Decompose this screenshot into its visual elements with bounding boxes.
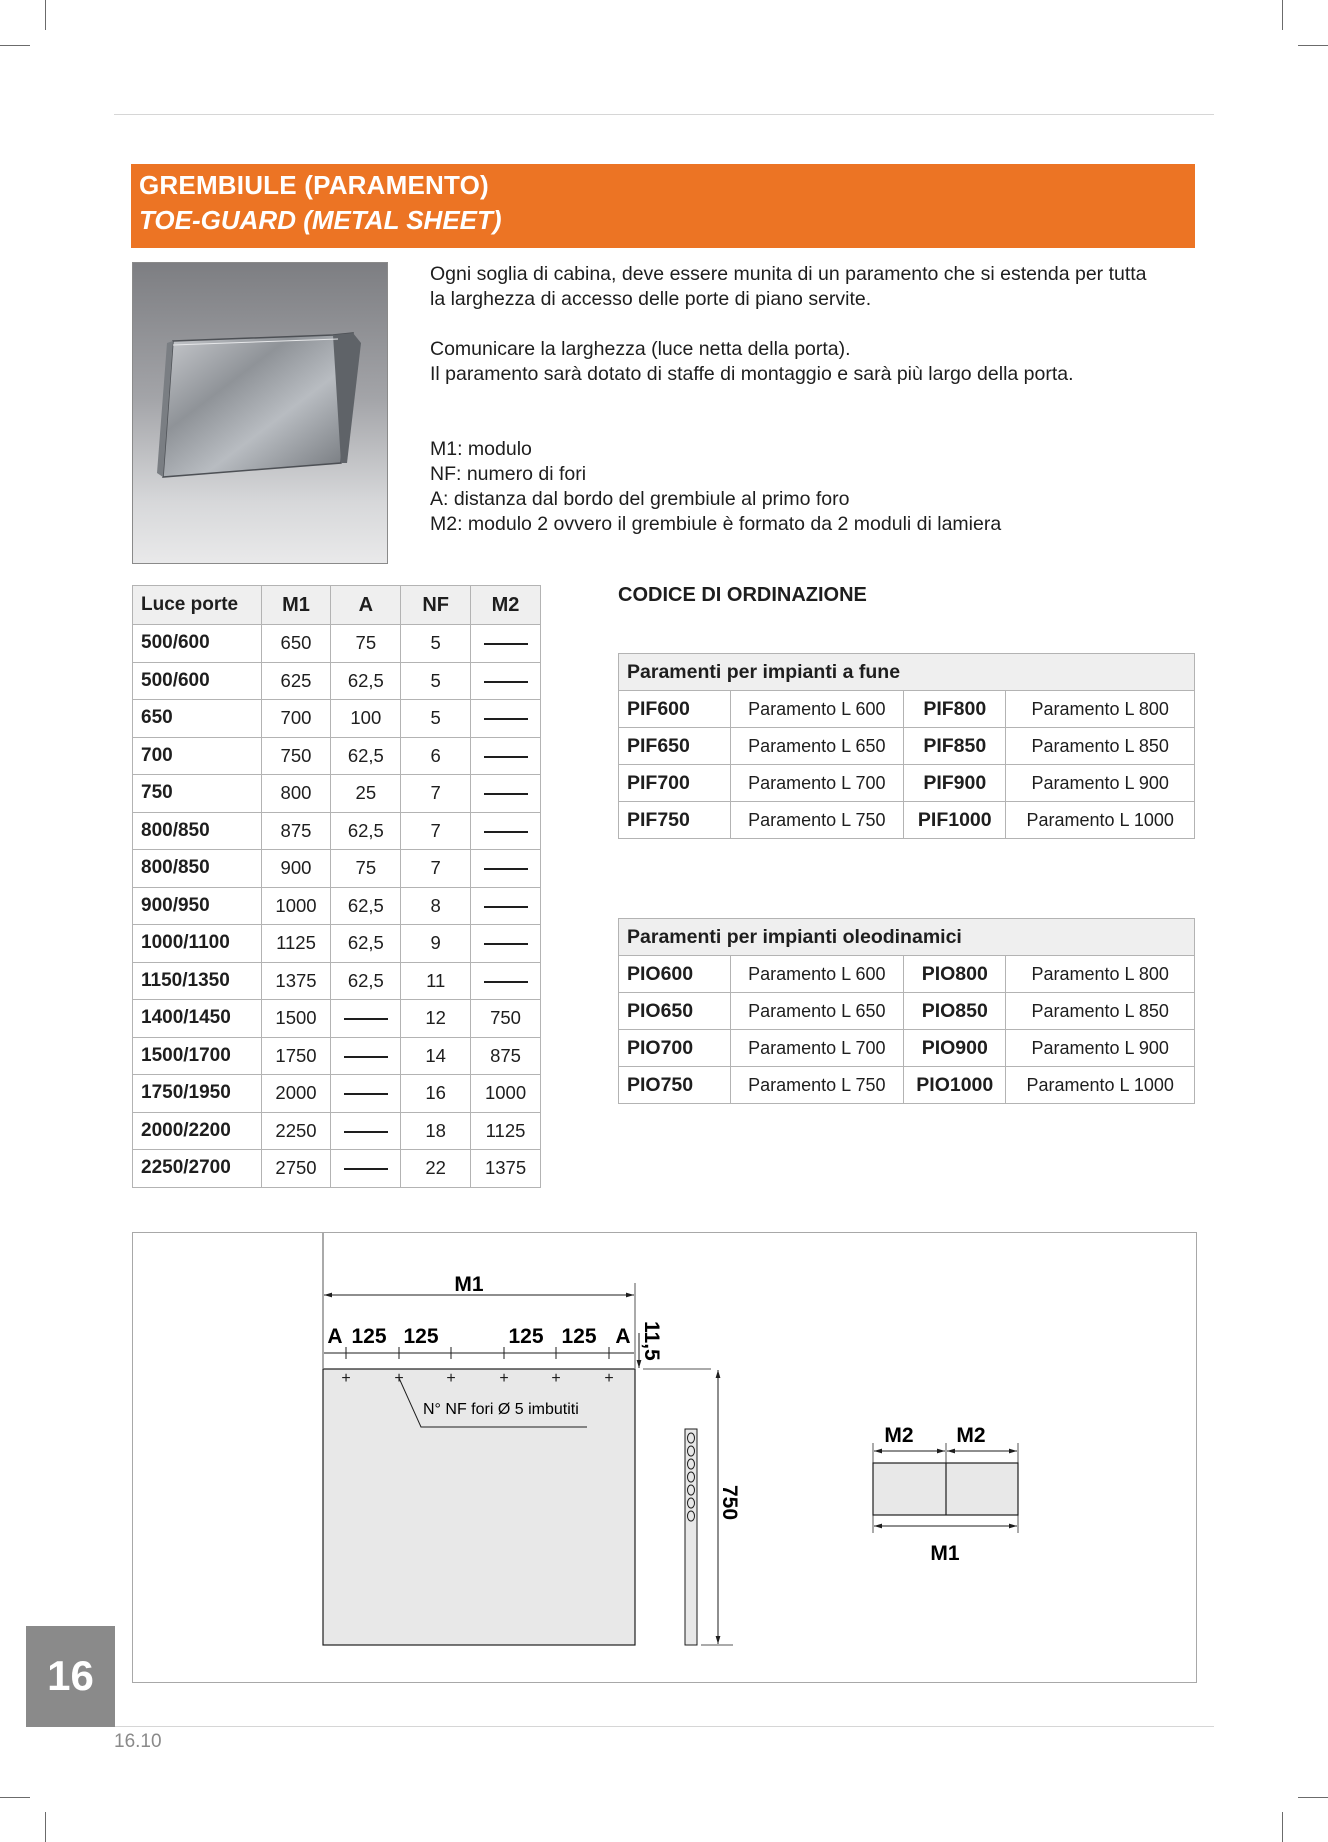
- table-cell: 1375: [471, 1150, 541, 1188]
- code-description: Paramento L 900: [1006, 1030, 1195, 1067]
- table-cell: 750: [261, 737, 331, 775]
- table-cell: [471, 775, 541, 813]
- dash-mark: [484, 793, 528, 795]
- product-photo: [132, 262, 388, 564]
- order-code: PIO700: [619, 1030, 731, 1067]
- dash-mark: [484, 831, 528, 833]
- order-code: PIO650: [619, 993, 731, 1030]
- dash-mark: [484, 943, 528, 945]
- door-width-cell: 900/950: [133, 887, 262, 925]
- label-125: 125: [508, 1325, 544, 1348]
- dash-mark: [344, 1168, 388, 1170]
- table-cell: 8: [401, 887, 471, 925]
- description-paragraph-1: [430, 262, 1147, 312]
- order-code: PIO1000: [904, 1067, 1006, 1104]
- svg-text:+: +: [446, 1370, 456, 1387]
- crop-mark: [1282, 0, 1283, 30]
- code-description: Paramento L 650: [730, 728, 904, 765]
- table-row: [133, 1112, 541, 1150]
- hydraulic-codes-table: [618, 918, 1195, 1104]
- title-italian: GREMBIULE (PARAMENTO): [139, 170, 489, 200]
- dash-mark: [484, 906, 528, 908]
- table-header-row: [133, 586, 541, 625]
- legend-item: NF: numero di fori: [430, 463, 587, 485]
- table-cell: [331, 1037, 401, 1075]
- table-row: [133, 700, 541, 738]
- svg-text:+: +: [499, 1370, 509, 1387]
- table-cell: 800: [261, 775, 331, 813]
- table-cell: 650: [261, 625, 331, 663]
- legend-item: M1: modulo: [430, 438, 532, 460]
- dash-mark: [344, 1056, 388, 1058]
- table-row: [133, 775, 541, 813]
- door-width-cell: 500/600: [133, 662, 262, 700]
- table-cell: 625: [261, 662, 331, 700]
- table-cell: 1125: [261, 925, 331, 963]
- label-m1-bottom: M1: [930, 1542, 960, 1565]
- crop-mark: [1282, 1812, 1283, 1842]
- table-cell: 5: [401, 625, 471, 663]
- section-banner: [131, 164, 1195, 248]
- table-cell: 7: [401, 812, 471, 850]
- column-header: Luce porte: [133, 586, 262, 625]
- door-width-cell: 1400/1450: [133, 1000, 262, 1038]
- table-cell: 900: [261, 850, 331, 888]
- order-code: PIF700: [619, 765, 731, 802]
- dimension-table: [132, 585, 541, 1188]
- technical-drawing: [132, 1232, 1197, 1683]
- table-cell: 1125: [471, 1112, 541, 1150]
- label-a-left: A: [327, 1325, 343, 1348]
- table-cell: 1000: [471, 1075, 541, 1113]
- table-cell: 62,5: [331, 662, 401, 700]
- code-description: Paramento L 900: [1006, 765, 1195, 802]
- footer-code: 16.10: [114, 1731, 162, 1752]
- order-code: PIF850: [904, 728, 1006, 765]
- label-125: 125: [403, 1325, 439, 1348]
- table-cell: 875: [261, 812, 331, 850]
- dash-mark: [344, 1093, 388, 1095]
- table-row: [133, 1075, 541, 1113]
- description-paragraph-2: [430, 337, 1074, 387]
- door-width-cell: 1750/1950: [133, 1075, 262, 1113]
- table-cell: 62,5: [331, 925, 401, 963]
- code-description: Paramento L 750: [730, 802, 904, 839]
- table-cell: 875: [471, 1037, 541, 1075]
- table-cell: 12: [401, 1000, 471, 1038]
- text-line: Comunicare la larghezza (luce netta della porta).: [430, 338, 851, 360]
- table-row: [133, 737, 541, 775]
- text-line: Ogni soglia di cabina, deve essere munita di un paramento che si estenda per tutta: [430, 263, 1147, 285]
- column-header: M2: [471, 586, 541, 625]
- code-description: Paramento L 850: [1006, 728, 1195, 765]
- table-cell: 16: [401, 1075, 471, 1113]
- code-description: Paramento L 700: [730, 1030, 904, 1067]
- table-cell: 14: [401, 1037, 471, 1075]
- code-description: Paramento L 1000: [1006, 1067, 1195, 1104]
- table-cell: [331, 1150, 401, 1188]
- table-cell: 62,5: [331, 962, 401, 1000]
- code-description: Paramento L 800: [1006, 691, 1195, 728]
- table-cell: [471, 812, 541, 850]
- legend-item: M2: modulo 2 ovvero il grembiule è formato da 2 moduli di lamiera: [430, 513, 1002, 535]
- table-row: [619, 765, 1195, 802]
- table-cell: 1750: [261, 1037, 331, 1075]
- door-width-cell: 500/600: [133, 625, 262, 663]
- order-code-title: CODICE DI ORDINAZIONE: [618, 584, 867, 606]
- table-row: [619, 1067, 1195, 1104]
- crop-mark: [0, 1797, 30, 1798]
- label-m2-right: M2: [956, 1424, 986, 1447]
- table-cell: 75: [331, 850, 401, 888]
- bottom-rule: [114, 1726, 1214, 1727]
- table-cell: 75: [331, 625, 401, 663]
- dash-mark: [484, 981, 528, 983]
- table-cell: [331, 1112, 401, 1150]
- code-description: Paramento L 600: [730, 956, 904, 993]
- code-description: Paramento L 800: [1006, 956, 1195, 993]
- table-cell: [471, 887, 541, 925]
- table-cell: 7: [401, 850, 471, 888]
- table-row: [619, 1030, 1195, 1067]
- table-cell: 1500: [261, 1000, 331, 1038]
- order-code: PIF650: [619, 728, 731, 765]
- dash-mark: [484, 868, 528, 870]
- dash-mark: [484, 756, 528, 758]
- door-width-cell: 2000/2200: [133, 1112, 262, 1150]
- table-row: [133, 662, 541, 700]
- table-cell: [331, 1075, 401, 1113]
- code-description: Paramento L 850: [1006, 993, 1195, 1030]
- svg-text:+: +: [341, 1370, 351, 1387]
- label-height: 750: [718, 1485, 741, 1521]
- table-cell: 2250: [261, 1112, 331, 1150]
- table-cell: 25: [331, 775, 401, 813]
- table-cell: 1375: [261, 962, 331, 1000]
- rope-codes-table: [618, 653, 1195, 839]
- order-code: PIO900: [904, 1030, 1006, 1067]
- door-width-cell: 1150/1350: [133, 962, 262, 1000]
- order-code: PIO850: [904, 993, 1006, 1030]
- crop-mark: [0, 45, 30, 46]
- top-rule: [114, 114, 1214, 115]
- table-cell: 5: [401, 700, 471, 738]
- label-offset: 11,5: [640, 1321, 663, 1361]
- table-row: [133, 1150, 541, 1188]
- order-code: PIO750: [619, 1067, 731, 1104]
- label-a-right: A: [615, 1325, 631, 1348]
- table-cell: [471, 625, 541, 663]
- column-header: M1: [261, 586, 331, 625]
- table-cell: 11: [401, 962, 471, 1000]
- code-description: Paramento L 750: [730, 1067, 904, 1104]
- table-row: [619, 993, 1195, 1030]
- order-code: PIO800: [904, 956, 1006, 993]
- text-line: la larghezza di accesso delle porte di piano servite.: [430, 288, 872, 310]
- order-code: PIO600: [619, 956, 731, 993]
- table-cell: 62,5: [331, 812, 401, 850]
- door-width-cell: 800/850: [133, 850, 262, 888]
- label-m1: M1: [454, 1273, 484, 1296]
- page-number: 16: [47, 1652, 94, 1699]
- table-header-row: [619, 919, 1195, 956]
- order-code: PIF800: [904, 691, 1006, 728]
- dash-mark: [484, 681, 528, 683]
- door-width-cell: 1000/1100: [133, 925, 262, 963]
- hole-note: N° NF fori Ø 5 imbutiti: [423, 1401, 579, 1418]
- dash-mark: [344, 1018, 388, 1020]
- legend: [430, 437, 1001, 537]
- table-cell: 62,5: [331, 887, 401, 925]
- page-number-tab: [26, 1626, 115, 1727]
- door-width-cell: 750: [133, 775, 262, 813]
- table-cell: 18: [401, 1112, 471, 1150]
- table-cell: [471, 737, 541, 775]
- table-row: [133, 1037, 541, 1075]
- svg-text:+: +: [394, 1370, 404, 1387]
- label-125: 125: [351, 1325, 387, 1348]
- door-width-cell: 2250/2700: [133, 1150, 262, 1188]
- crop-mark: [45, 0, 46, 30]
- table-cell: [471, 700, 541, 738]
- crop-mark: [1298, 45, 1328, 46]
- table-cell: [471, 662, 541, 700]
- svg-text:+: +: [551, 1370, 561, 1387]
- table-title: Paramenti per impianti a fune: [619, 654, 1195, 691]
- door-width-cell: 800/850: [133, 812, 262, 850]
- table-cell: 22: [401, 1150, 471, 1188]
- dash-mark: [484, 643, 528, 645]
- order-code: PIF1000: [904, 802, 1006, 839]
- dash-mark: [344, 1131, 388, 1133]
- column-header: NF: [401, 586, 471, 625]
- table-row: [133, 625, 541, 663]
- table-row: [619, 728, 1195, 765]
- table-row: [133, 962, 541, 1000]
- table-row: [619, 956, 1195, 993]
- table-cell: [471, 925, 541, 963]
- column-header: A: [331, 586, 401, 625]
- table-row: [133, 925, 541, 963]
- label-125: 125: [561, 1325, 597, 1348]
- code-description: Paramento L 700: [730, 765, 904, 802]
- door-width-cell: 1500/1700: [133, 1037, 262, 1075]
- table-row: [133, 850, 541, 888]
- table-cell: 750: [471, 1000, 541, 1038]
- table-cell: 1000: [261, 887, 331, 925]
- crop-mark: [45, 1812, 46, 1842]
- dash-mark: [484, 718, 528, 720]
- table-cell: 2750: [261, 1150, 331, 1188]
- table-cell: 700: [261, 700, 331, 738]
- crop-mark: [1298, 1797, 1328, 1798]
- label-m2-left: M2: [884, 1424, 914, 1447]
- table-cell: 9: [401, 925, 471, 963]
- table-cell: 2000: [261, 1075, 331, 1113]
- legend-item: A: distanza dal bordo del grembiule al primo foro: [430, 488, 850, 510]
- order-code: PIF900: [904, 765, 1006, 802]
- code-description: Paramento L 1000: [1006, 802, 1195, 839]
- table-header-row: [619, 654, 1195, 691]
- table-cell: [471, 962, 541, 1000]
- door-width-cell: 700: [133, 737, 262, 775]
- table-cell: 6: [401, 737, 471, 775]
- code-description: Paramento L 600: [730, 691, 904, 728]
- table-row: [133, 1000, 541, 1038]
- text-line: Il paramento sarà dotato di staffe di montaggio e sarà più largo della porta.: [430, 363, 1074, 385]
- order-code: PIF600: [619, 691, 731, 728]
- table-row: [133, 812, 541, 850]
- table-row: [619, 802, 1195, 839]
- code-description: Paramento L 650: [730, 993, 904, 1030]
- table-title: Paramenti per impianti oleodinamici: [619, 919, 1195, 956]
- table-cell: [331, 1000, 401, 1038]
- order-code: PIF750: [619, 802, 731, 839]
- table-cell: 100: [331, 700, 401, 738]
- table-cell: 5: [401, 662, 471, 700]
- table-cell: 7: [401, 775, 471, 813]
- table-row: [619, 691, 1195, 728]
- svg-text:+: +: [604, 1370, 614, 1387]
- panel-side-view: [685, 1429, 697, 1645]
- table-cell: [471, 850, 541, 888]
- table-cell: 62,5: [331, 737, 401, 775]
- table-row: [133, 887, 541, 925]
- door-width-cell: 650: [133, 700, 262, 738]
- title-english: TOE-GUARD (METAL SHEET): [139, 205, 502, 235]
